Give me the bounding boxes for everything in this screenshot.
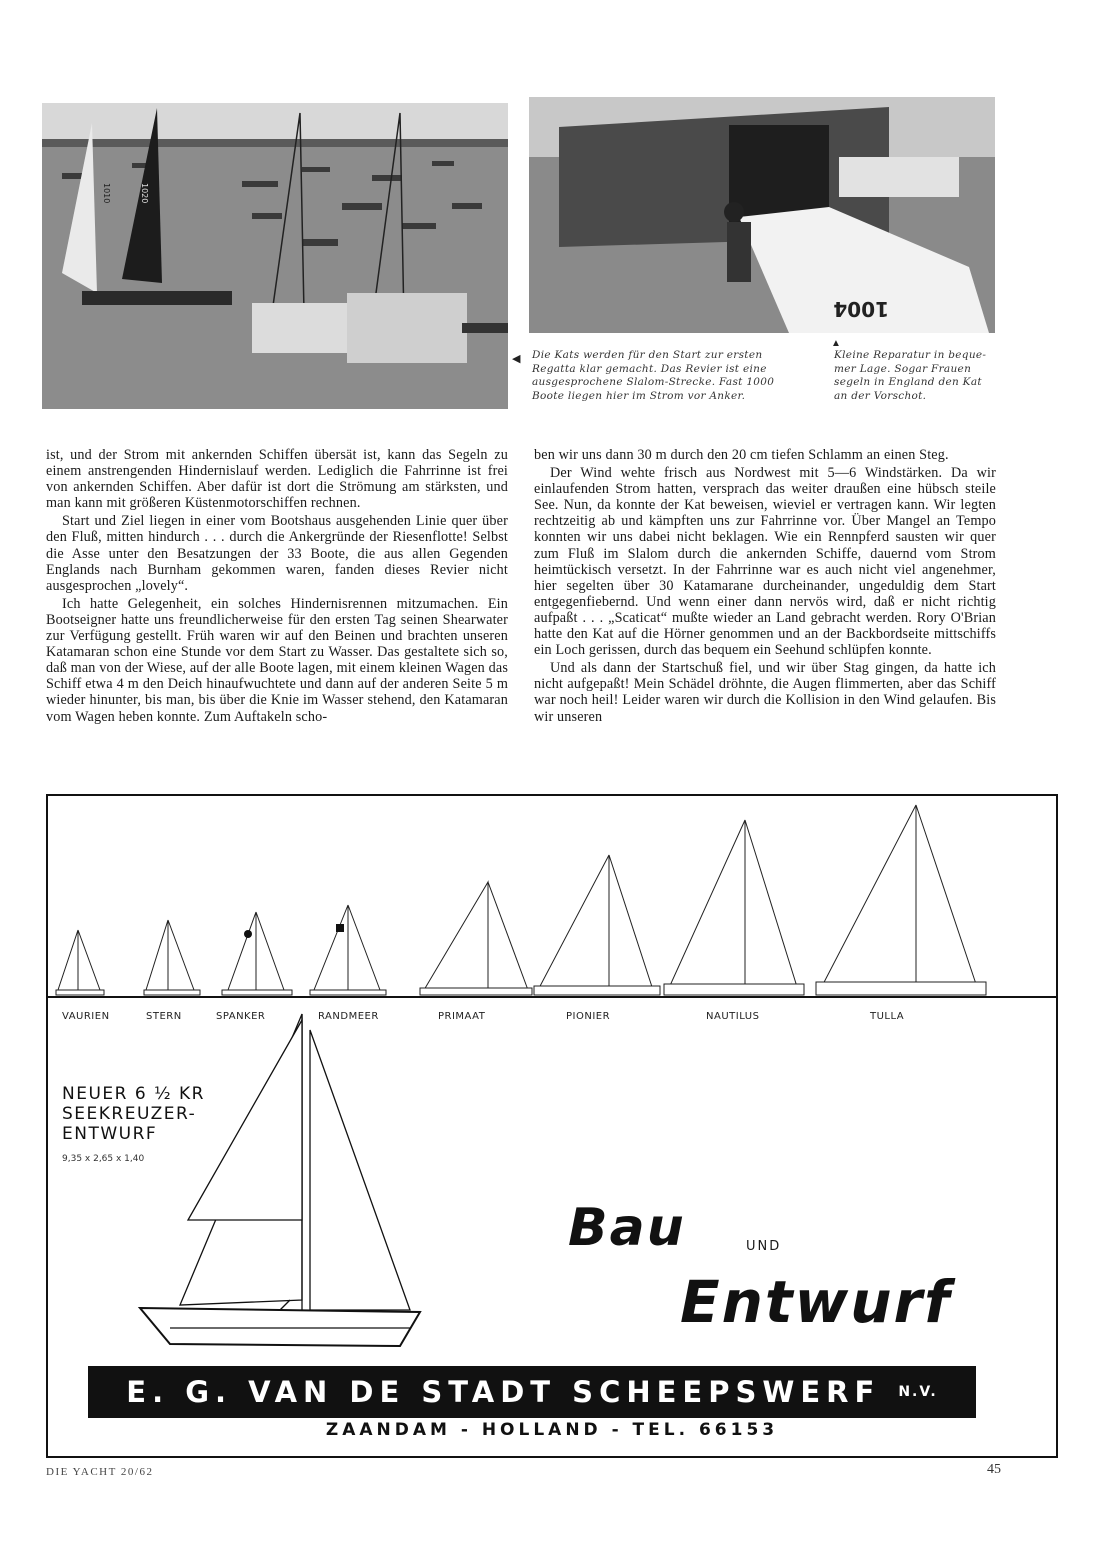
ad-heading-line: SEEKREUZER- — [62, 1104, 197, 1124]
boat-label-nautilus: NAUTILUS — [706, 1011, 760, 1022]
boat-label-randmeer: RANDMEER — [318, 1011, 379, 1022]
sail-number-1020: 1020 — [140, 183, 149, 204]
ad-script-entwurf: Entwurf — [680, 1268, 952, 1336]
company-banner — [88, 1366, 976, 1418]
caption-right-marker: ▲ — [831, 338, 841, 349]
sail-number-1004: 1004 — [833, 297, 889, 321]
sailboat-drawing — [130, 1010, 430, 1360]
ad-dimensions: 9,35 x 2,65 x 1,40 — [62, 1154, 145, 1164]
article-column-1 — [46, 447, 508, 727]
company-name: E. G. VAN DE STADT SCHEEPSWERF — [126, 1375, 881, 1409]
boat-label-stern: STERN — [146, 1011, 182, 1022]
paragraph: Start und Ziel liegen in einer vom Bootshaus ausgehenden Linie quer über den Fluß, mitten hindurch . . . durch die Ankergründe der Riesenflotte! Selbst die Asse unter den Besatzungen der 33 Boote, die aus allen Gegenden Englands nach Burnham gekommen waren, fanden dieses Revier nicht ausgesprochen „lovely“. — [46, 513, 508, 594]
photo-catamaran-repair — [529, 97, 995, 333]
ad-und: UND — [746, 1239, 782, 1254]
ad-heading — [62, 1084, 205, 1144]
boat-label-pionier: PIONIER — [566, 1011, 611, 1022]
caption-left: Die Kats werden für den Start zur ersten Regatta klar gemacht. Das Revier ist eine ausgesprochene Slalom-Strecke. Fast 1000 Boote liegen hier im Strom vor Anker. — [532, 349, 775, 402]
ad-heading-line: NEUER 6 ½ KR — [62, 1084, 205, 1104]
paragraph: Und als dann der Startschuß fiel, und wir über Stag gingen, da hatte ich nicht aufgepaßt! Mein Schädel dröhnte, die Augen flimmerten, aber das Schiff war noch heil! Leider waren wir durch die Kollision in den Wind gelaufen. Bis wir unseren — [534, 660, 996, 725]
caption-right: Kleine Reparatur in beque-mer Lage. Sogar Frauen segeln in England den Kat an der Vorschot. — [834, 349, 987, 402]
caption-left-marker: ◀ — [512, 353, 521, 365]
boat-label-primaat: PRIMAAT — [438, 1011, 486, 1022]
boat-label-spanker: SPANKER — [216, 1011, 266, 1022]
boat-label-tulla: TULLA — [870, 1011, 905, 1022]
page-number: 45 — [987, 1462, 1001, 1477]
paragraph: ist, und der Strom mit ankernden Schiffen übersät ist, kann das Segeln zu einem anstrengenden Hindernislauf werden. Lediglich die Fahrrinne ist frei von ankernden Schiffen. Aber dafür ist dort die Strömung am stärksten, und man kann mit größeren Küstenmotorschiffen rechnen. — [46, 447, 508, 512]
paragraph: Ich hatte Gelegenheit, ein solches Hindernisrennen mitzumachen. Ein Bootseigner hatte uns freundlicherweise für den ersten Tag seinen Shearwater zur Verfügung gestellt. Früh waren wir auf den Beinen und brachten unseren Katamaran schon eine Stunde vor dem Start zu Wasser. Das gestaltete sich so, daß man von der Wiese, auf der alle Boote lagen, mit einem kleinen Wagen das Schiff etwa 4 m den Deich hinaufwuchtete und dann auf der anderen Seite 5 m wieder hinunter, bis man, bis über die Knie im Wasser stehend, den Katamaran vom Wagen heben konnte. Zum Auftakeln scho- — [46, 595, 508, 725]
ad-script-bau: Bau — [568, 1198, 686, 1258]
boat-lineup-illustration — [48, 800, 1056, 1010]
company-address: ZAANDAM - HOLLAND - TEL. 66153 — [325, 1420, 779, 1440]
boat-label-vaurien: VAURIEN — [62, 1011, 110, 1022]
footer-magazine: DIE YACHT 20/62 — [46, 1466, 154, 1478]
ad-heading-line: ENTWURF — [62, 1124, 158, 1144]
sail-number-1010: 1010 — [102, 183, 111, 204]
photo-catamarans-river — [42, 103, 508, 409]
article-column-2 — [534, 447, 996, 727]
paragraph: ben wir uns dann 30 m durch den 20 cm tiefen Schlamm an einen Steg. — [534, 447, 949, 463]
paragraph: Der Wind wehte frisch aus Nordwest mit 5—6 Windstärken. Da wir einlaufenden Strom hatten, versprach das weiter draußen eine hübsch steile See. Nun, da konnte der Kat beweisen, wieviel er vertragen kann. Wir legten rechtzeitig ab und kämpften uns zur Fahrrinne vor. Über Mangel an Tempo konnten wir uns dabei nicht beklagen. Wie ein Rennpferd sausten wir quer zum Fluß im Slalom durch die ankernden Schiffe, dauernd vom Strom heimtückisch versetzt. In der Fahrrinne war es auch nicht viel angenehmer, hier segelten über 30 Katamarane durcheinander, ungeduldig dem Start entgegenfiebernd. Und wenn einer dann nervös wird, daß er nicht richtig aufpaßt . . . „Scaticat“ mußte wieder an Land gebracht werden. Rory O'Brian hatte den Kat auf die Hörner genommen und an der Backbordseite mittschiffs ein Loch gerissen, durch das bequem ein Seehund schlüpfen konnte. — [534, 465, 996, 659]
company-suffix: N.V. — [898, 1384, 938, 1400]
